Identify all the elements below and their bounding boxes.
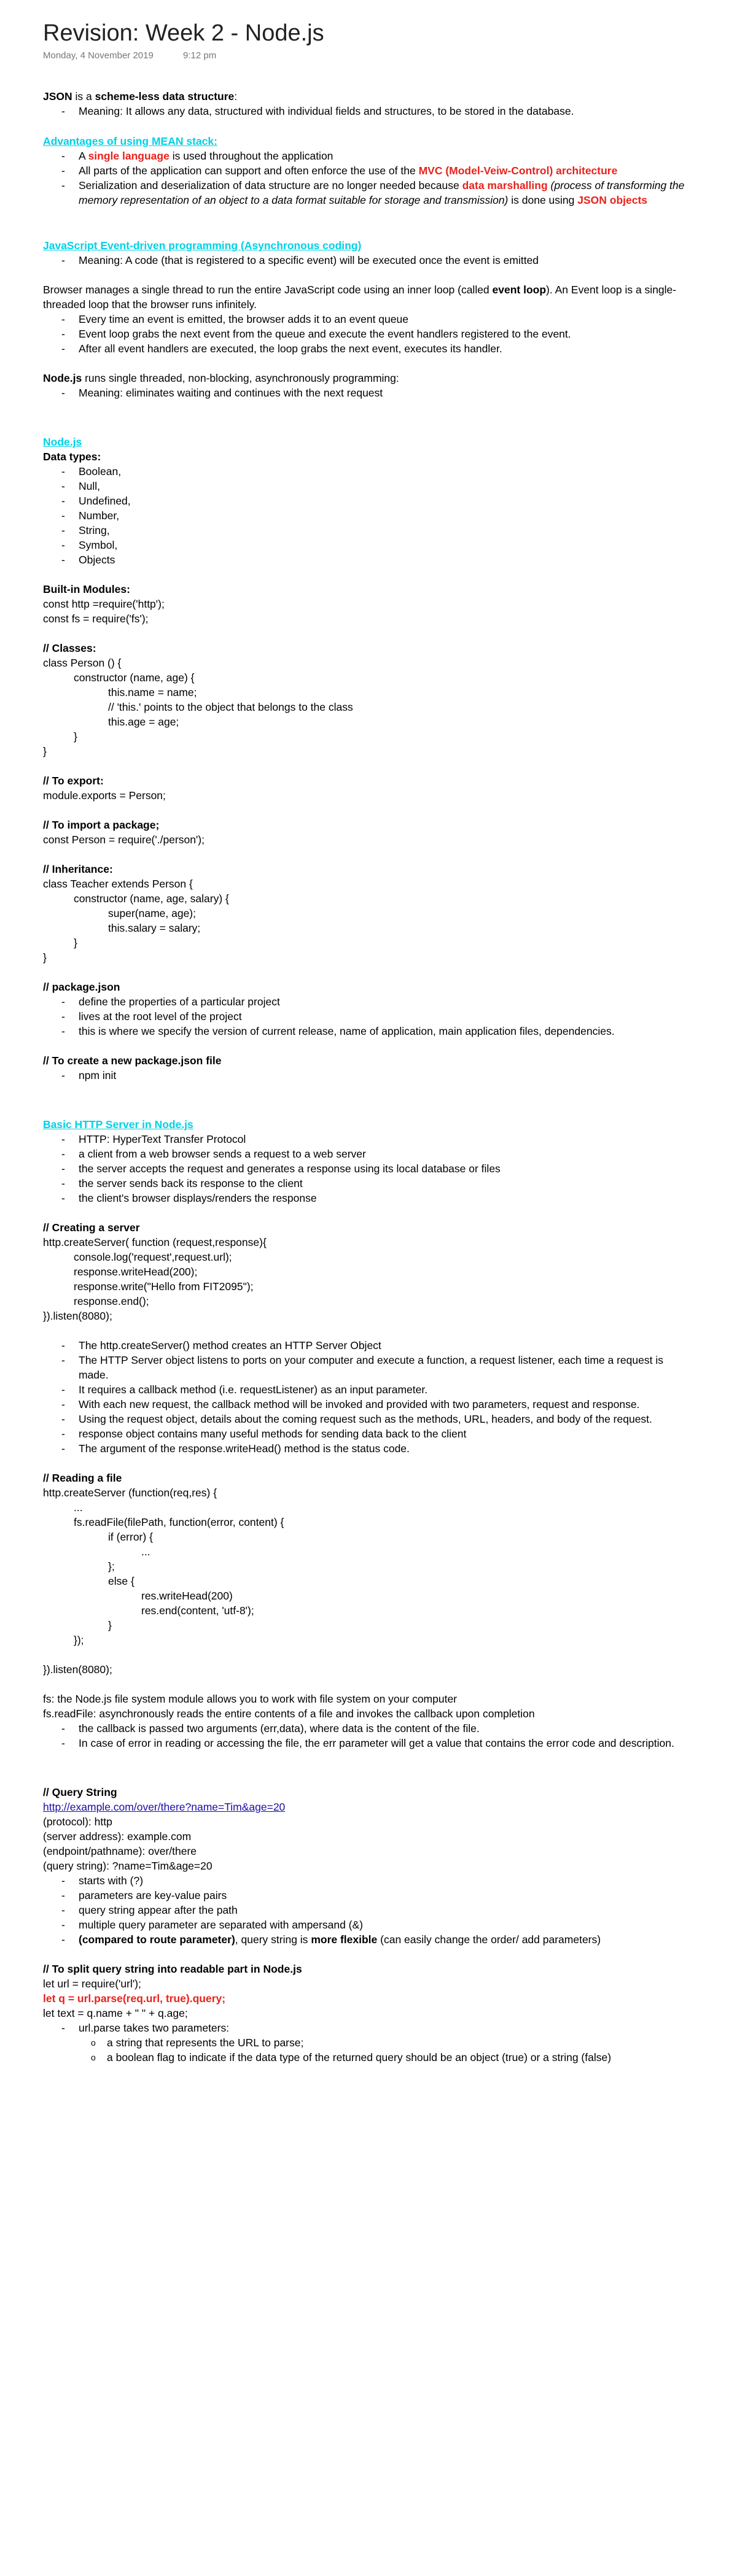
query-string-list [43,1873,694,1947]
creating-server-label: // Creating a server [43,1221,140,1234]
list-item: - In case of error in reading or accessing the file, the err parameter will get a value that contains the error code and description. [61,1736,694,1750]
code-line: } [74,937,77,949]
url-part-line: (server address): example.com [43,1830,192,1843]
json-section [43,89,694,2065]
builtin-modules-label: Built-in Modules: [43,583,130,595]
export-label: // To export: [43,775,104,787]
code-line: http.createServer( function (request,response){ [43,1236,267,1248]
url-part-line: (protocol): http [43,1816,112,1828]
code-line: let url = require('url'); [43,1978,141,1990]
note-metadata [43,50,694,61]
list-item: o a boolean flag to indicate if the data type of the returned query should be an object (true) or a string (false) [91,2050,694,2065]
event-meaning-list [43,253,694,268]
http-heading: Basic HTTP Server in Node.js [43,1118,193,1131]
list-item: - The argument of the response.writeHead() method is the status code. [61,1441,694,1456]
code-line: let text = q.name + " " + q.age; [43,2007,188,2019]
list-item: - A single language is used throughout the application [61,149,694,163]
list-item: - url.parse takes two parameters: o a string that represents the URL to parse; o a boolean flag to indicate if the data type of the returned query should be an object (true) or a string (false) [61,2021,694,2065]
code-line: // 'this.' points to the object that belongs to the class [108,701,353,713]
list-item: - (compared to route parameter), query string is more flexible (can easily change the order/ add parameters) [61,1932,694,1947]
code-line: this.age = age; [108,716,179,728]
list-item: - With each new request, the callback method will be invoked and provided with two parameters, request and response. [61,1397,694,1412]
code-line: class Teacher extends Person { [43,878,193,890]
code-line: else { [108,1575,135,1587]
fs-description: fs: the Node.js file system module allows you to work with file system on your computer [43,1693,458,1705]
package-json-list [43,994,694,1039]
code-line: }); [74,1634,84,1646]
list-item: - Boolean, [61,464,694,479]
list-item: - this is where we specify the version of current release, name of application, main application files, dependencies. [61,1024,694,1039]
list-item: - define the properties of a particular project [61,994,694,1009]
list-item: - It requires a callback method (i.e. requestListener) as an input parameter. [61,1382,694,1397]
code-line: this.salary = salary; [108,922,201,934]
code-line: res.writeHead(200) [141,1590,233,1602]
list-item: - Serialization and deserialization of data structure are no longer needed because data marshalling (process of transforming the memory representation of an object to a data format suitable for storage and transmission) is done using JSON objects [61,178,694,207]
code-line: const Person = require('./person'); [43,834,205,846]
code-line: const http =require('http'); [43,598,165,610]
readfile-list [43,1721,694,1750]
code-line: if (error) { [108,1531,153,1543]
http-list [43,1132,694,1205]
nodejs-threading-list [43,385,694,400]
classes-label: // Classes: [43,642,96,654]
list-item: o a string that represents the URL to parse; [91,2035,694,2050]
list-item: - Every time an event is emitted, the browser adds it to an event queue [61,312,694,327]
import-label: // To import a package; [43,819,160,831]
list-item: - Meaning: A code (that is registered to a specific event) will be executed once the event is emitted [61,253,694,268]
url-parse-list [43,2021,694,2065]
event-heading: JavaScript Event-driven programming (Asynchronous coding) [43,239,362,252]
list-item: - Undefined, [61,493,694,508]
readfile-description: fs.readFile: asynchronously reads the entire contents of a file and invokes the callback upon completion [43,1708,535,1720]
code-line: http.createServer (function(req,res) { [43,1487,217,1499]
data-types-list [43,464,694,567]
list-item: - Using the request object, details about the coming request such as the methods, URL, headers, and body of the request. [61,1412,694,1426]
new-package-label: // To create a new package.json file [43,1054,222,1067]
event-loop-list [43,312,694,356]
code-line: response.write("Hello from FIT2095"); [74,1280,254,1293]
data-types-label: Data types: [43,451,101,463]
code-line: const fs = require('fs'); [43,613,149,625]
code-line: }).listen(8080); [43,1663,112,1676]
list-item: - Event loop grabs the next event from the queue and execute the event handlers registered to the event. [61,327,694,341]
code-line: }).listen(8080); [43,1310,112,1322]
code-line: console.log('request',request.url); [74,1251,232,1263]
nodejs-heading: Node.js [43,436,82,448]
page-title: Revision: Week 2 - Node.js [43,20,324,46]
code-line: constructor (name, age) { [74,671,195,684]
list-item: - lives at the root level of the project [61,1009,694,1024]
code-line: } [43,745,47,757]
code-line: response.end(); [74,1295,149,1307]
example-url-link[interactable]: http://example.com/over/there?name=Tim&age=20 [43,1801,286,1813]
code-line: response.writeHead(200); [74,1266,198,1278]
new-package-list [43,1068,694,1083]
code-line: } [108,1619,112,1631]
list-item: - Objects [61,552,694,567]
list-item: - parameters are key-value pairs [61,1888,694,1903]
example-url-line [43,1800,694,1814]
list-item: - the server accepts the request and generates a response using its local database or files [61,1161,694,1176]
code-line: constructor (name, age, salary) { [74,892,229,905]
list-item: - npm init [61,1068,694,1083]
reading-file-label: // Reading a file [43,1472,122,1484]
list-item: - Meaning: eliminates waiting and continues with the next request [61,385,694,400]
list-item: - starts with (?) [61,1873,694,1888]
code-line: fs.readFile(filePath, function(error, content) { [74,1516,284,1528]
code-line: ... [74,1501,83,1514]
list-item: - Meaning: It allows any data, structured with individual fields and structures, to be stored in the database. [61,104,694,118]
code-line: let q = url.parse(req.url, true).query; [43,1992,226,2005]
code-line: this.name = name; [108,686,197,698]
code-line: module.exports = Person; [43,789,166,802]
list-item: - query string appear after the path [61,1903,694,1917]
note-time: 9:12 pm [183,50,217,61]
json-lead: JSON is a scheme-less data structure: [43,90,238,102]
json-list [43,104,694,118]
list-item: - response object contains many useful methods for sending data back to the client [61,1426,694,1441]
event-loop-paragraph: Browser manages a single thread to run the entire JavaScript code using an inner loop (called event loop). An Event loop is a single-threaded loop that the browser runs infinitely. [43,284,677,311]
list-item: - After all event handlers are executed, the loop grabs the next event, executes its handler. [61,341,694,356]
url-part-line: (query string): ?name=Tim&age=20 [43,1860,213,1872]
query-string-label: // Query String [43,1786,117,1798]
list-item: - Number, [61,508,694,523]
mean-list [43,149,694,207]
note-document [43,17,694,2065]
list-item: - The HTTP Server object listens to ports on your computer and execute a function, a request listener, each time a request is made. [61,1353,694,1382]
nodejs-threading: Node.js runs single threaded, non-blocking, asynchronously programming: [43,372,399,384]
code-line: } [74,730,77,743]
list-item: - multiple query parameter are separated with ampersand (&) [61,1917,694,1932]
list-item: - a client from a web browser sends a request to a web server [61,1147,694,1161]
code-line: res.end(content, 'utf-8'); [141,1604,254,1617]
list-item: - Symbol, [61,538,694,552]
list-item: - the server sends back its response to the client [61,1176,694,1191]
package-json-label: // package.json [43,981,120,993]
list-item: - The http.createServer() method creates an HTTP Server Object [61,1338,694,1353]
list-item: - the client's browser displays/renders the response [61,1191,694,1205]
code-line: } [43,951,47,964]
list-item: - Null, [61,479,694,493]
list-item: - String, [61,523,694,538]
creating-server-list [43,1338,694,1456]
code-line: class Person () { [43,657,122,669]
list-item: - HTTP: HyperText Transfer Protocol [61,1132,694,1147]
mean-heading: Advantages of using MEAN stack: [43,135,217,147]
list-item: - All parts of the application can support and often enforce the use of the MVC (Model-Veiw-Control) architecture [61,163,694,178]
split-query-label: // To split query string into readable part in Node.js [43,1963,302,1975]
inheritance-label: // Inheritance: [43,863,113,875]
list-item: - the callback is passed two arguments (err,data), where data is the content of the file. [61,1721,694,1736]
url-part-line: (endpoint/pathname): over/there [43,1845,197,1857]
code-line: ... [141,1545,150,1558]
code-line: super(name, age); [108,907,196,919]
code-line: }; [108,1560,115,1572]
note-date: Monday, 4 November 2019 [43,50,154,61]
url-parse-sublist [79,2035,694,2065]
